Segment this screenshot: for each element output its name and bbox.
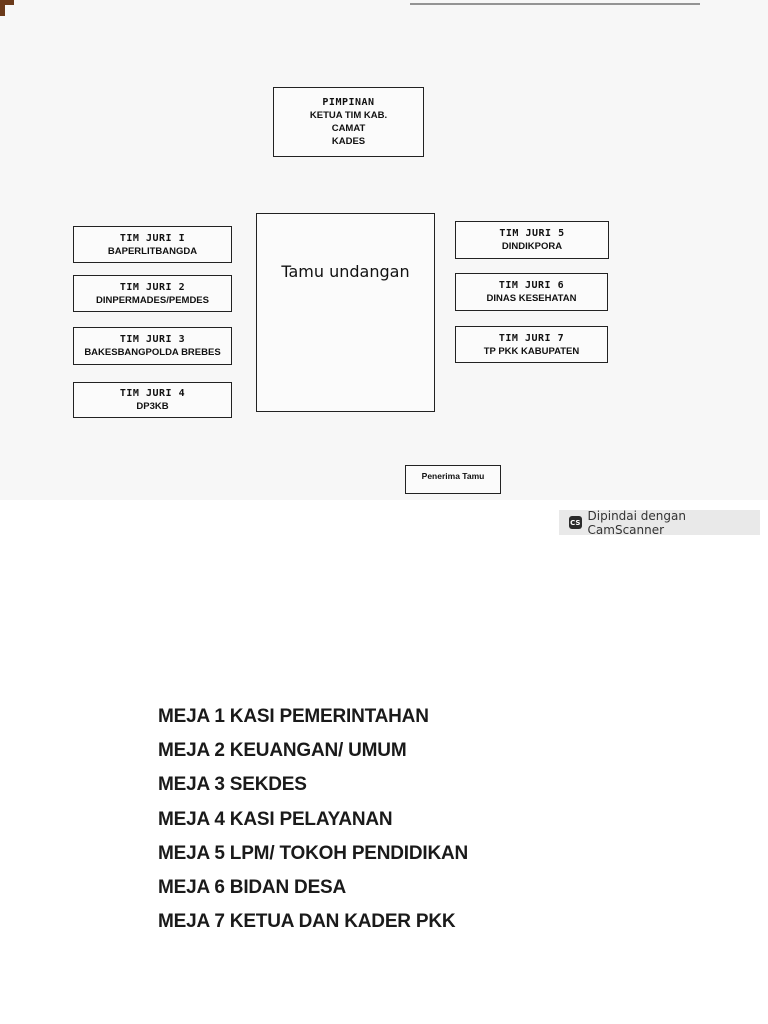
seating-layout-page [0, 0, 768, 500]
tim-juri-1-subtitle: BAPERLITBANGDA [107, 245, 198, 257]
tim-juri-5-title: TIM JURI 5 [499, 228, 565, 239]
penerima-tamu-box: Penerima Tamu [405, 465, 501, 494]
tim-juri-3-subtitle: BAKESBANGPOLDA BREBES [84, 347, 221, 358]
tim-juri-4-subtitle: DP3KB [136, 401, 169, 412]
pimpinan-box [273, 87, 424, 157]
pimpinan-line-1: KETUA TIM KAB. [309, 110, 388, 121]
meja-item: MEJA 5 LPM/ TOKOH PENDIDIKAN [158, 842, 469, 864]
tamu-undangan-label: Tamu undangan [281, 262, 410, 281]
meja-item: MEJA 3 SEKDES [158, 774, 307, 796]
tim-juri-2-title: TIM JURI 2 [119, 281, 186, 293]
tim-juri-7-title: TIM JURI 7 [498, 332, 565, 344]
tim-juri-4-title: TIM JURI 4 [119, 388, 186, 399]
tim-juri-2-subtitle: DINPERMADES/PEMDES [96, 294, 209, 306]
corner-mark [0, 0, 14, 16]
camscanner-icon: CS [569, 516, 582, 529]
tim-juri-6-box [455, 273, 608, 311]
tim-juri-3-title: TIM JURI 3 [119, 334, 186, 345]
tim-juri-1-title: TIM JURI I [119, 232, 186, 244]
tamu-undangan-area [256, 213, 435, 412]
tim-juri-6-subtitle: DINAS KESEHATAN [486, 293, 577, 304]
tim-juri-7-subtitle: TP PKK KABUPATEN [483, 345, 580, 357]
tim-juri-7-box [455, 326, 608, 363]
meja-item: MEJA 2 KEUANGAN/ UMUM [158, 740, 407, 762]
pimpinan-line-3: KADES [331, 136, 366, 147]
meja-item: MEJA 1 KASI PEMERINTAHAN [158, 706, 429, 727]
tim-juri-1-box [73, 226, 232, 263]
camscanner-watermark [559, 510, 760, 535]
tim-juri-5-subtitle: DINDIKPORA [501, 241, 563, 252]
meja-list [158, 700, 468, 939]
tim-juri-3-box [73, 327, 232, 365]
meja-item: MEJA 6 BIDAN DESA [158, 877, 347, 899]
tim-juri-2-box [73, 275, 232, 312]
pimpinan-line-2: CAMAT [331, 123, 366, 134]
tim-juri-4-box [73, 382, 232, 418]
meja-item: MEJA 4 KASI PELAYANAN [158, 808, 393, 830]
scan-edge-line [410, 3, 700, 5]
meja-item: MEJA 7 KETUA DAN KADER PKK [158, 911, 456, 933]
tim-juri-5-box [455, 221, 609, 259]
pimpinan-title: PIMPINAN [322, 97, 375, 108]
camscanner-text: Dipindai dengan CamScanner [587, 508, 686, 537]
tim-juri-6-title: TIM JURI 6 [498, 280, 565, 291]
